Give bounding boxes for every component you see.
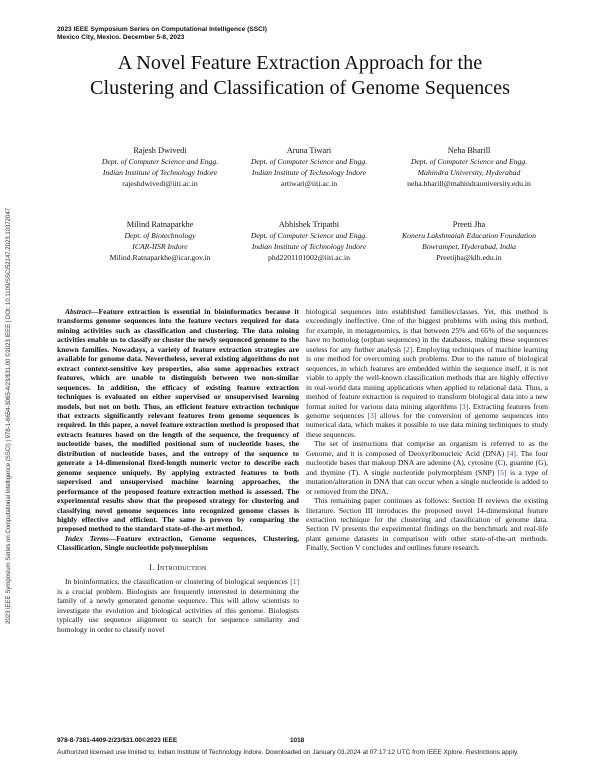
author-institution: Indian Institute of Technology Indore <box>251 242 367 251</box>
author-dept: Dept. of Computer Science and Engg. <box>250 231 368 240</box>
author-dept: Dept. of Computer Science and Engg. <box>101 157 219 166</box>
author-dept: Dept. of Computer Science and Engg. <box>410 157 528 166</box>
author-name: Neha Bharill <box>447 146 491 155</box>
author-name: Rajesh Dwivedi <box>133 146 187 155</box>
author-institution: Indian Institute of Technology Indore <box>251 168 367 177</box>
author-name: Aruna Tiwari <box>286 146 332 155</box>
text-run: allows for the conversion of genome sequences into numerical data, which makes it possible to use data mining techniques to study these sequences. <box>306 410 548 439</box>
text-run: is a type of mutation/alteration in DNA that can occur when a single nucleotide is added to or removed from the DNA. <box>306 467 548 496</box>
text-run: The set of instructions that comprise an organism is referred to as the Genome, and it is composed of Deoxyribonucleic Acid (DNA) <box>306 439 548 458</box>
conference-name: 2023 IEEE Symposium Series on Computational Intelligence (SSCI) <box>57 26 267 33</box>
author-name: Milind Ratnaparkhe <box>126 220 194 229</box>
author-dept: Dept. of Biotechnology <box>124 231 196 240</box>
index-terms-lead: Index Terms <box>65 533 109 543</box>
author-name: Preeti Jha <box>452 220 486 229</box>
author-email: Milind.Ratnaparkhe@icar.gov.in <box>109 253 211 262</box>
conference-location: Mexico City, Mexico. December 5-8, 2023 <box>57 34 185 41</box>
author-institution: Mahindra University, Hyderabad <box>417 168 521 177</box>
index-terms-text: —Feature extraction, Genome sequences, Clustering, Classification, Single nucleotide polymorphism <box>57 533 299 553</box>
doi-sidebar <box>2 96 16 736</box>
text-run: In bioinformatics, the classification or clustering of biological sequences <box>65 577 291 587</box>
page-number: 1018 <box>290 737 305 744</box>
index-terms <box>57 534 299 553</box>
conference-header <box>57 26 267 42</box>
author-dept: Dept. of Computer Science and Engg. <box>250 157 368 166</box>
abstract-lead: Abstract <box>65 307 91 316</box>
intro-paragraph <box>306 439 548 496</box>
author-institution: Indian Institute of Technology Indore <box>102 168 218 177</box>
author-institution: Bowrampet, Hyderabad, India <box>422 242 516 251</box>
author-email: rajeshdwivedi@iiti.ac.in <box>122 179 198 188</box>
citation-link[interactable]: [1] <box>290 577 299 587</box>
citation-link[interactable]: [3] <box>367 410 377 420</box>
section-heading: I. Introduction <box>149 562 207 572</box>
text-run: . Extracting features from genome sequences <box>306 401 548 420</box>
author-institution: ICAR-IISR Indore <box>132 242 188 251</box>
intro-paragraph: This remaining paper continues as follows: Section II reviews the existing literature. Section III introduces the proposed novel 14-dimensional feature extraction technique for the clustering and classification of genome data. Section IV presents the experimental findings on the benchmark and real-life plant genome datasets in comparison with other state-of-the-art methods. Finally, Section V concludes and outlines future research. <box>306 496 548 553</box>
author-email: artiwari@iiti.ac.in <box>280 179 338 188</box>
intro-paragraph <box>57 577 299 634</box>
author-email: Preetijha@klh.edu.in <box>436 253 502 262</box>
authorized-use-notice: Authorized licensed use limited to: Indian Institute of Technology Indore. Downloaded on January 03,2024 at 07:17:12 UTC from IEEE Xplore. Restrictions apply. <box>57 749 519 756</box>
left-column <box>57 307 299 634</box>
abstract-text: —Feature extraction is essential in bioinformatics because it transforms genome sequences into the feature vectors required for data mining activities such as classification and clustering. The data mining activities enable us to classify or cluster the newly sequenced genome to the known families. Nowadays, a variety of feature extraction strategies are available for genome data. Nevertheless, several existing algorithms do not extract context-sensitive key properties, also some approaches extract features, which are unable to distinguish between two non-similar sequences. In addition, the efficacy of existing feature extraction techniques is evaluated on either supervised or unsupervised learning models, but not on both. Thus, an efficient feature extraction technique that extracts significantly relevant features from genome sequences is required. In this paper, a novel feature extraction method is proposed that extracts features based on the length of the sequence, the frequency of nucleotide bases, the modified positional sum of nucleotide bases, the distribution of nucleotide bases, and the entropy of the sequence to generate a 14-dimensional fixed-length numeric vector to describe each genome sequence uniquely. By applying extracted features to both supervised and unsupervised machine learning approaches, the performance of the proposed feature extraction method is assessed. The experimental results show that the proposed strategy for clustering and classifying novel genome sequences into recognized genome classes is highly effective and efficient. The same is proven by comparing the proposed method to the standard state-of-the-art method. <box>57 307 299 534</box>
author-email: neha.bharill@mahindrauniversity.edu.in <box>407 179 531 188</box>
author-block <box>354 145 584 189</box>
author-dept: Koneru Lakshmaiah Education Foundation <box>402 231 536 240</box>
author-name: Abhishek Tripathi <box>278 220 340 229</box>
right-column <box>306 307 548 553</box>
paper-title <box>30 51 570 101</box>
author-block <box>364 219 574 263</box>
citation-link[interactable]: [4] <box>507 448 516 458</box>
doi-sidebar-text: 2023 IEEE Symposium Series on Computational Intelligence (SSCI) | 978-1-6654-3065-4/23/$31.00 ©2023 IEEE | DOI: 10.1109/SSCI52147.2023.10372047 <box>6 207 12 625</box>
title-line-2: Clustering and Classification of Genome Sequences <box>90 77 510 99</box>
text-run: . Employing techniques of machine learning is one method for overcoming such problems. Due to the nature of biological sequences, in which features are embedded within the sequence itself, it is not viable to apply the well-known classification methods that are highly effective in real-world data mining applications when applied to relational data. Thus, a method of feature extraction is required to transform biological data into a new format suited for various data mining algorithms <box>306 344 548 411</box>
abstract <box>57 307 299 534</box>
text-run: is a crucial problem. Biologists are frequently interested in determining the family of a newly generated genome sequence. This will allow scientists to investigate the evolution and biological activities of this genome. Biologists typically use sequence alignment to search for sequence similarity and homology in order to classify novel <box>57 586 299 634</box>
citation-link[interactable]: [5] <box>497 467 507 477</box>
intro-paragraph <box>306 307 548 439</box>
text-run: . The four nucleotide bases that makeup DNA are adenine (A), cytosine (C), guanine (G), and thymine (T). A single nucleotide polymorphism (SNP) <box>306 448 548 477</box>
text-run: biological sequences into established families/classes. Yet, this method is exceedingly ineffective. One of the biggest problems with using this method, for example, in metagenomics, is that between 25% and 65% of the sequences have no homolog (orphan sequences) in the databases, making these sequences useless for any further analysis <box>306 307 548 354</box>
citation-link[interactable]: [2] <box>403 344 413 354</box>
citation-link[interactable]: [3] <box>459 401 469 411</box>
title-line-1: A Novel Feature Extraction Approach for the <box>117 52 483 74</box>
footer-isbn: 978-8-7381-4409-2/23/$31.00©2023 IEEE <box>57 737 178 744</box>
author-email: phd2201101002@iiti.ac.in <box>268 253 350 262</box>
